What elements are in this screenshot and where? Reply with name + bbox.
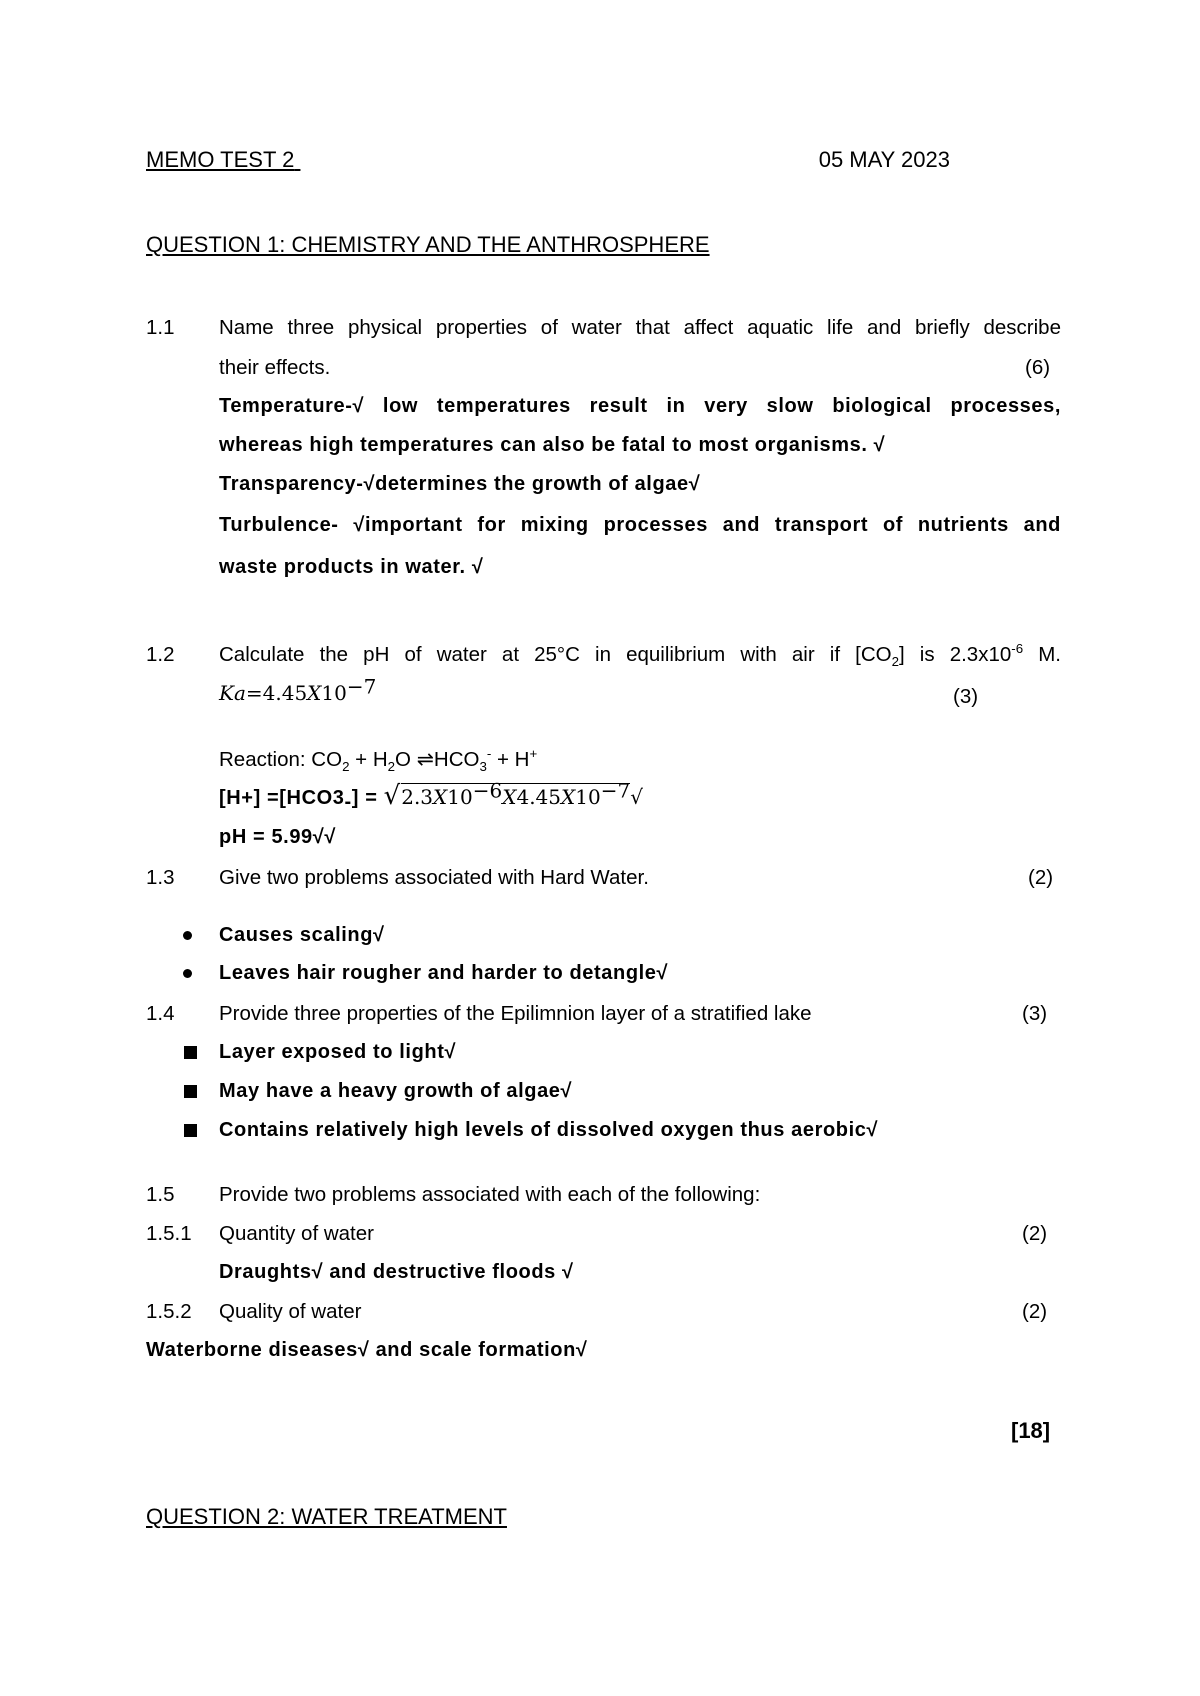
bullet-dot-icon — [183, 969, 192, 978]
ka-expression: $Ka=4.45X10^{-7}$ — [219, 674, 377, 705]
question-2-title: QUESTION 2: WATER TREATMENT — [146, 1504, 507, 1529]
q1-5-2-marks: (2) — [1022, 1300, 1048, 1323]
q1-4-answer-2: May have a heavy growth of algae√ — [219, 1080, 573, 1102]
h-concentration-equation: $[H+] =[HCO3_-]$ = √ $2.3X10^{-6}X4.45X10^{-7}$ √ — [219, 778, 643, 814]
square-root-expression: √ $2.3X10^{-6}X4.45X10^{-7}$ √ — [383, 778, 643, 811]
q1-2-marks: (3) — [953, 685, 979, 708]
q1-4-answer-3: Contains relatively high levels of dissolved oxygen thus aerobic√ — [219, 1119, 879, 1141]
q1-4-marks: (3) — [1022, 1002, 1048, 1025]
memo-date: 05 MAY 2023 — [818, 147, 950, 172]
q1-5-2-question: Quality of water — [219, 1300, 362, 1323]
q1-1-question-line2: their effects. — [219, 356, 331, 379]
bullet-square-icon — [184, 1085, 197, 1098]
q1-5-1-answer: Draughts√ and destructive floods √ — [219, 1261, 574, 1283]
memo-header — [146, 147, 950, 173]
q1-1-marks: (6) — [1025, 356, 1051, 379]
radical-icon: √ — [383, 781, 401, 811]
q1-5-1-question: Quantity of water — [219, 1222, 374, 1245]
q1-1-question-line1: Name three physical properties of water that affect aquatic life and briefly describe — [219, 316, 1061, 339]
question-1-title: QUESTION 1: CHEMISTRY AND THE ANTHROSPHERE — [146, 232, 710, 257]
q1-1-answer-line3: Transparency-√determines the growth of algae√ — [219, 473, 701, 495]
q1-1-answer-line5: waste products in water. √ — [219, 556, 484, 578]
ph-answer: pH = 5.99√√ — [219, 826, 336, 848]
q1-1-answer-line1: Temperature-√ low temperatures result in very slow biological processes, — [219, 395, 1061, 417]
q1-3-answer-1: Causes scaling√ — [219, 924, 385, 946]
q1-3-answer-2: Leaves hair rougher and harder to detangle√ — [219, 962, 669, 984]
q1-4-question: Provide three properties of the Epilimnion layer of a stratified lake — [219, 1002, 812, 1025]
bullet-dot-icon — [183, 931, 192, 940]
question-1-total: [18] — [1011, 1418, 1051, 1443]
q1-3-number: 1.3 — [146, 866, 175, 889]
q1-5-number: 1.5 — [146, 1183, 175, 1206]
q1-3-marks: (2) — [1028, 866, 1054, 889]
q1-3-question: Give two problems associated with Hard Water. — [219, 866, 649, 889]
reaction-equation: Reaction: $CO_2 + H_2O$ $\rightleftharpoons HCO_3^- + H^+$ — [219, 746, 538, 775]
q1-5-2-number: 1.5.2 — [146, 1300, 192, 1323]
q1-5-2-answer: Waterborne diseases√ and scale formation√ — [146, 1339, 588, 1361]
memo-title: MEMO TEST 2 — [146, 147, 295, 172]
q1-4-answer-1: Layer exposed to light√ — [219, 1041, 457, 1063]
q1-1-answer-line4: Turbulence- √important for mixing processes and transport of nutrients and — [219, 514, 1061, 536]
q1-1-answer-line2: whereas high temperatures can also be fatal to most organisms. √ — [219, 434, 886, 456]
bullet-square-icon — [184, 1046, 197, 1059]
bullet-square-icon — [184, 1124, 197, 1137]
q1-2-number: 1.2 — [146, 643, 175, 666]
q1-5-question: Provide two problems associated with each of the following: — [219, 1183, 761, 1206]
q1-2-question: Calculate the pH of water at 25°C in equilibrium with air if $[CO_2]$ is $2.3x10^{-6}$ M. — [219, 641, 1061, 670]
q1-4-number: 1.4 — [146, 1002, 175, 1025]
q1-5-1-number: 1.5.1 — [146, 1222, 192, 1245]
equilibrium-arrow-icon: ⇌ — [416, 748, 434, 771]
q1-1-number: 1.1 — [146, 316, 175, 339]
q1-5-1-marks: (2) — [1022, 1222, 1048, 1245]
